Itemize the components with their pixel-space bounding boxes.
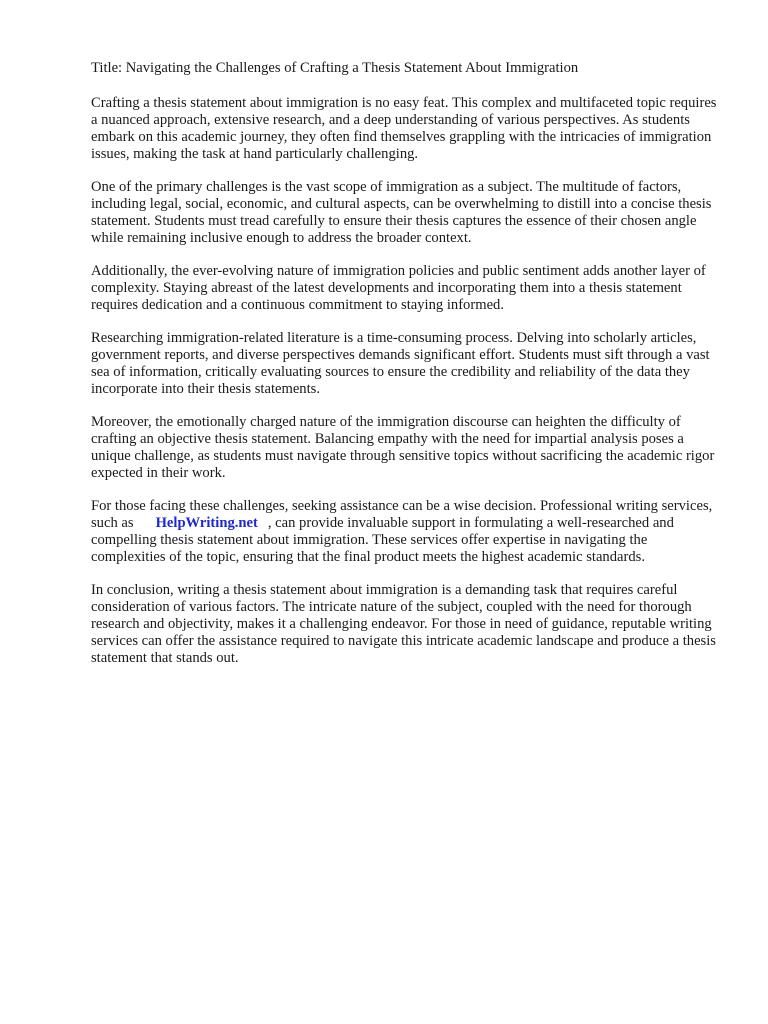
document-title: Title: Navigating the Challenges of Crafting a Thesis Statement About Immigration [91,60,579,76]
paragraph-complexity: Additionally, the ever-evolving nature of immigration policies and public sentiment adds another layer of complexity. Staying abreast of the latest developments and incorporating them into a thesis statement requires dedication and a continuous commitment to staying informed. [91,263,706,313]
paragraph-conclusion: In conclusion, writing a thesis statement about immigration is a demanding task that requires careful consideration of various factors. The intricate nature of the subject, coupled with the need for thorough research and objectivity, makes it a challenging endeavor. For those in need of guidance, reputable writing services can offer the assistance required to navigate this intricate academic landscape and produce a thesis statement that stands out. [91,582,716,666]
document-page [91,60,725,683]
assistance-text-after: , can provide invaluable support in formulating a well-researched and compelling thesis statement about immigration. These services offer expertise in navigating the complexities of the topic, ensuring that the final product meets the highest academic standards. [91,515,674,565]
paragraph-scope: One of the primary challenges is the vast scope of immigration as a subject. The multitude of factors, including legal, social, economic, and cultural aspects, can be overwhelming to distill into a concise thesis statement. Students must tread carefully to ensure their thesis captures the essence of their chosen angle while remaining inclusive enough to address the broader context. [91,179,712,246]
helpwriting-link[interactable]: HelpWriting.net [155,515,258,531]
paragraph-research: Researching immigration-related literature is a time-consuming process. Delving into scholarly articles, government reports, and diverse perspectives demands significant effort. Students must sift through a vast sea of information, critically evaluating sources to ensure the credibility and reliability of the data they incorporate into their thesis statements. [91,330,710,397]
paragraph-emotion: Moreover, the emotionally charged nature of the immigration discourse can heighten the difficulty of crafting an objective thesis statement. Balancing empathy with the need for impartial analysis poses a unique challenge, as students must navigate through sensitive topics without sacrificing the academic rigor expected in their work. [91,414,715,481]
assistance-text-before: For those facing these challenges, seeking assistance can be a wise decision. Professional writing services, such as [91,498,713,531]
paragraph-intro: Crafting a thesis statement about immigration is no easy feat. This complex and multifaceted topic requires a nuanced approach, extensive research, and a deep understanding of various perspectives. As students embark on this academic journey, they often find themselves grappling with the intricacies of immigration issues, making the task at hand particularly challenging. [91,95,717,162]
paragraph-assistance [91,498,725,566]
